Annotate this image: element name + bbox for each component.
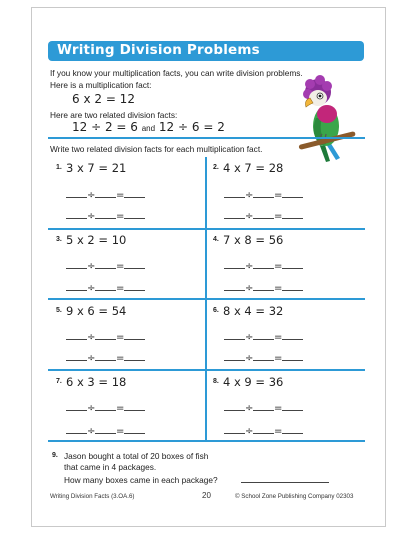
page-number: 20 — [202, 491, 211, 500]
division-blank-row[interactable]: ÷ = — [66, 188, 145, 201]
problem-fact: 6 x 3 = 18 — [66, 375, 127, 389]
problem-fact: 4 x 7 = 28 — [223, 161, 284, 175]
division-blank-row[interactable]: ÷ = — [224, 330, 303, 343]
footer-copyright: © School Zone Publishing Company 02303 — [235, 493, 354, 500]
problem-number: 2. — [213, 164, 219, 171]
division-blank-row[interactable]: ÷ = — [224, 424, 303, 437]
division-blank-row[interactable]: ÷ = — [66, 401, 145, 414]
title-banner — [48, 41, 364, 61]
parrot-illustration — [296, 70, 358, 162]
division-blank-row[interactable]: ÷ = — [224, 209, 303, 222]
division-blank-row[interactable]: ÷ = — [66, 281, 145, 294]
word-problem-question: How many boxes came in each package? — [64, 475, 218, 485]
intro-divider — [48, 137, 365, 139]
division-blank-row[interactable]: ÷ = — [66, 259, 145, 272]
example-fact: 6 x 2 = 12 — [72, 92, 135, 106]
intro-line-2: Here is a multiplication fact: — [50, 80, 152, 90]
division-blank-row[interactable]: ÷ = — [224, 188, 303, 201]
word-problem-line-1: Jason bought a total of 20 boxes of fish — [64, 451, 209, 461]
problem-number: 1. — [56, 164, 62, 171]
intro-line-3: Here are two related division facts: — [50, 110, 178, 120]
footer-standard: Writing Division Facts (3.OA.6) — [50, 493, 135, 500]
division-blank-row[interactable]: ÷ = — [66, 209, 145, 222]
problem-number: 8. — [213, 378, 219, 385]
problem-number: 7. — [56, 378, 62, 385]
problem-number: 4. — [213, 236, 219, 243]
problem-fact: 8 x 4 = 32 — [223, 304, 284, 318]
division-blank-row[interactable]: ÷ = — [66, 424, 145, 437]
problem-fact: 3 x 7 = 21 — [66, 161, 127, 175]
grid-divider-bottom — [48, 440, 365, 442]
division-blank-row[interactable]: ÷ = — [224, 281, 303, 294]
division-blank-row[interactable]: ÷ = — [66, 351, 145, 364]
division-blank-row[interactable]: ÷ = — [224, 259, 303, 272]
problem-fact: 9 x 6 = 54 — [66, 304, 127, 318]
grid-divider-row-1 — [48, 228, 365, 230]
related-fact-b: 12 ÷ 6 = 2 — [158, 120, 225, 134]
related-fact-a: 12 ÷ 2 = 6 — [72, 120, 138, 134]
word-problem-line-2: that came in 4 packages. — [64, 462, 157, 472]
related-and: and — [141, 124, 156, 133]
problem-fact: 4 x 9 = 36 — [223, 375, 284, 389]
answer-line[interactable] — [241, 482, 329, 483]
word-problem-number: 9. — [52, 452, 58, 459]
problem-number: 6. — [213, 307, 219, 314]
instructions: Write two related division facts for each multiplication fact. — [50, 144, 263, 154]
intro-line-1: If you know your multiplication facts, you can write division problems. — [50, 68, 303, 78]
problem-number: 5. — [56, 307, 62, 314]
related-facts — [72, 120, 225, 134]
page-title: Writing Division Problems — [57, 42, 260, 58]
problem-fact: 5 x 2 = 10 — [66, 233, 127, 247]
problem-number: 3. — [56, 236, 62, 243]
problem-fact: 7 x 8 = 56 — [223, 233, 284, 247]
division-blank-row[interactable]: ÷ = — [224, 401, 303, 414]
division-blank-row[interactable]: ÷ = — [66, 330, 145, 343]
grid-divider-row-3 — [48, 369, 365, 371]
division-blank-row[interactable]: ÷ = — [224, 351, 303, 364]
grid-divider-row-2 — [48, 298, 365, 300]
